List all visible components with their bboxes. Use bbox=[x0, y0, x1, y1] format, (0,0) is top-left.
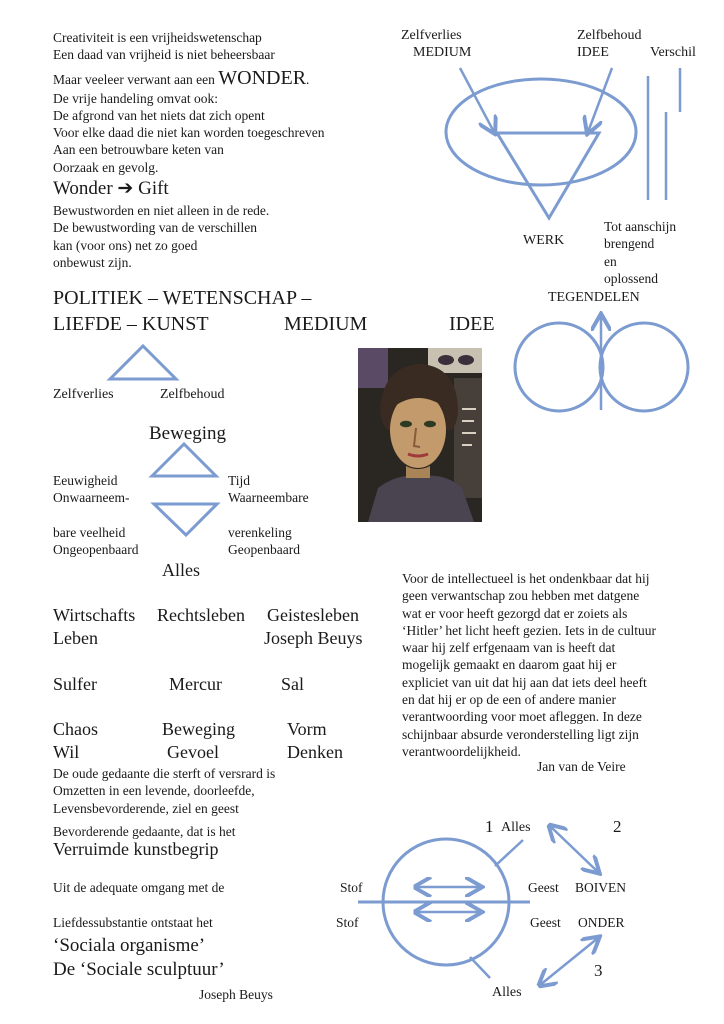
intro-line: onbewust zijn. bbox=[53, 254, 132, 270]
label-geest-1: Geest bbox=[528, 880, 559, 895]
intro-line: Voor elke daad die niet kan worden toegeschreven bbox=[53, 125, 325, 141]
bottom-left-text bbox=[53, 765, 275, 840]
label-num-3: 3 bbox=[594, 961, 603, 980]
intro-line: Bewustworden en niet alleen in de rede. bbox=[53, 203, 270, 219]
right-label: Tijd bbox=[228, 473, 251, 488]
cell-beweging: Beweging bbox=[162, 719, 235, 739]
diag-arrow-2 bbox=[550, 826, 598, 872]
portrait-painting bbox=[358, 348, 482, 522]
headline-idee: IDEE bbox=[449, 313, 495, 335]
label-zelfbehoud: Zelfbehoud bbox=[160, 387, 225, 402]
cell-denken: Denken bbox=[287, 742, 343, 762]
diag-arrow-3 bbox=[540, 938, 598, 985]
cell-wirtschafts: Wirtschafts bbox=[53, 605, 136, 625]
intro-line: Creativiteit is een vrijheidswetenschap bbox=[53, 30, 262, 45]
label-alles-triangle: Alles bbox=[162, 560, 200, 580]
idee-arrow bbox=[588, 68, 612, 132]
triangle-right-labels bbox=[228, 472, 309, 558]
gift-label: Gift bbox=[138, 178, 169, 200]
quote-line: mogelijk gemaakt en daarom gaat hij er bbox=[402, 657, 617, 673]
intro-text bbox=[53, 29, 325, 271]
beweging-up-triangle bbox=[152, 444, 216, 476]
zelf-triangle bbox=[110, 346, 176, 379]
cell-geistesleben: Geistesleben bbox=[267, 605, 359, 625]
label-zelfverlies: Zelfverlies bbox=[53, 387, 114, 402]
triangle-left-labels bbox=[53, 472, 138, 558]
intro-line: Een daad van vrijheid is niet beheersbaar bbox=[53, 47, 275, 63]
wonder-label: Wonder bbox=[53, 178, 113, 200]
quote-line: schijnbaar absurde veronderstelling ligt zijn bbox=[402, 726, 639, 742]
top-diagram-note bbox=[604, 218, 676, 287]
headline-line1: POLITIEK – WETENSCHAP – bbox=[53, 287, 312, 309]
label-stof-2: Stof bbox=[336, 915, 359, 930]
left-label: Ongeopenbaard bbox=[53, 541, 139, 557]
quote-line: geen verwantschap zou hebben met datgene bbox=[402, 588, 640, 604]
quote-line: verantwoording voor moet afleggen. In deze bbox=[402, 709, 642, 725]
right-label: Geopenbaard bbox=[228, 541, 300, 557]
quote-line: wat er voor heeft gezorgd dat er zoiets als bbox=[402, 605, 628, 621]
wonder-gift bbox=[53, 176, 325, 202]
top-inverted-triangle bbox=[497, 133, 599, 218]
portrait-image bbox=[358, 348, 482, 522]
alles-bottom-line bbox=[470, 957, 490, 978]
sociale-sculptuur: De ‘Sociale sculptuur’ bbox=[53, 959, 225, 980]
left-label: bare veelheid bbox=[53, 524, 126, 540]
quote-line: verantwoordelijkheid. bbox=[402, 743, 521, 759]
label-geest-2: Geest bbox=[530, 915, 561, 930]
wonder-word: WONDER bbox=[218, 66, 307, 89]
label-onder: ONDER bbox=[578, 915, 625, 930]
label-num-2: 2 bbox=[613, 817, 622, 836]
cell-leben: Leben bbox=[53, 628, 98, 648]
intro-line: De afgrond van het niets dat zich opent bbox=[53, 107, 265, 123]
signature-joseph-beuys: Joseph Beuys bbox=[199, 987, 273, 1002]
alles-down-triangle bbox=[154, 504, 217, 535]
label-tegendelen: TEGENDELEN bbox=[548, 290, 640, 305]
adequate-line: Uit de adequate omgang met de bbox=[53, 880, 225, 895]
wonder-dot: . bbox=[306, 71, 310, 87]
verruimde-kunstbegrip: Verruimde kunstbegrip bbox=[53, 839, 219, 859]
tegendelen-left-circle bbox=[515, 323, 603, 411]
intro-wonder-line bbox=[53, 68, 325, 90]
quote-line: expliciet van uit dat hij aan dat iets deel heeft bbox=[402, 674, 647, 690]
quote-line: Voor de intellectueel is het ondenkbaar dat hij bbox=[402, 571, 650, 586]
intro-line: Aan een betrouwbare keten van bbox=[53, 142, 224, 158]
cell-vorm: Vorm bbox=[287, 719, 327, 739]
quote-author: Jan van de Veire bbox=[537, 759, 626, 774]
label-stof-1: Stof bbox=[340, 880, 363, 895]
cell-wil: Wil bbox=[53, 742, 80, 762]
cell-gevoel: Gevoel bbox=[167, 742, 219, 762]
note-line: Tot aanschijn bbox=[604, 219, 677, 234]
quote-line: ‘Hitler’ het licht heeft gezien. Iets in de cultuur bbox=[402, 622, 657, 638]
quote-line: waar hij zelf erfgenaam van is heeft dat bbox=[402, 640, 616, 656]
left-label: Eeuwigheid bbox=[53, 473, 118, 488]
bottom-left-line: Bevorderende gedaante, dat is het bbox=[53, 823, 236, 839]
sociala-organisme: ‘Sociala organisme’ bbox=[53, 935, 206, 956]
intro-line: Oorzaak en gevolg. bbox=[53, 159, 159, 175]
right-label: verenkeling bbox=[228, 524, 292, 540]
label-num-1: 1 bbox=[485, 817, 494, 836]
alles-top-line bbox=[495, 840, 523, 866]
label-boven: BOIVEN bbox=[575, 880, 626, 895]
cell-chaos: Chaos bbox=[53, 719, 98, 739]
headline-line2: LIEFDE – KUNST bbox=[53, 313, 209, 335]
left-label: Onwaarneem- bbox=[53, 490, 130, 506]
intro-line: Maar veeleer verwant aan een bbox=[53, 71, 215, 87]
cell-sulfer: Sulfer bbox=[53, 674, 97, 694]
quote-text bbox=[402, 570, 656, 760]
right-label: Waarneembare bbox=[228, 490, 309, 506]
liefde-line: Liefdessubstantie ontstaat het bbox=[53, 915, 213, 930]
intro-line: kan (voor ons) net zo goed bbox=[53, 237, 198, 253]
label-idee-top: IDEE bbox=[577, 45, 609, 60]
cell-joseph-beuys: Joseph Beuys bbox=[264, 628, 363, 648]
bottom-left-line: De oude gedaante die sterft of versrard is bbox=[53, 766, 276, 781]
label-beweging: Beweging bbox=[149, 423, 227, 444]
intro-line: De bewustwording van de verschillen bbox=[53, 220, 257, 236]
note-line: oplossend bbox=[604, 270, 658, 286]
label-verschil: Verschil bbox=[650, 45, 696, 60]
label-zelfbehoud-top: Zelfbehoud bbox=[577, 28, 642, 43]
label-alles-top: Alles bbox=[501, 820, 531, 835]
intro-line: De vrije handeling omvat ook: bbox=[53, 90, 218, 106]
label-medium-top: MEDIUM bbox=[413, 45, 472, 60]
cell-mercur: Mercur bbox=[169, 674, 222, 694]
bottom-left-line: Levensbevorderende, ziel en geest bbox=[53, 800, 239, 816]
label-zelfverlies-top: Zelfverlies bbox=[401, 28, 462, 43]
quote-line: en dat hij er op de een of andere manier bbox=[402, 692, 617, 708]
note-line: en bbox=[604, 253, 617, 269]
label-alles-bottom: Alles bbox=[492, 985, 522, 1000]
headline-medium: MEDIUM bbox=[284, 313, 368, 335]
tegendelen-right-circle bbox=[600, 323, 688, 411]
right-arrow-icon: ➔ bbox=[117, 178, 134, 200]
cell-rechtsleben: Rechtsleben bbox=[157, 605, 245, 625]
label-werk: WERK bbox=[523, 233, 565, 248]
cell-sal: Sal bbox=[281, 674, 305, 694]
bottom-left-line: Omzetten in een levende, doorleefde, bbox=[53, 783, 255, 799]
note-line: brengend bbox=[604, 236, 655, 252]
